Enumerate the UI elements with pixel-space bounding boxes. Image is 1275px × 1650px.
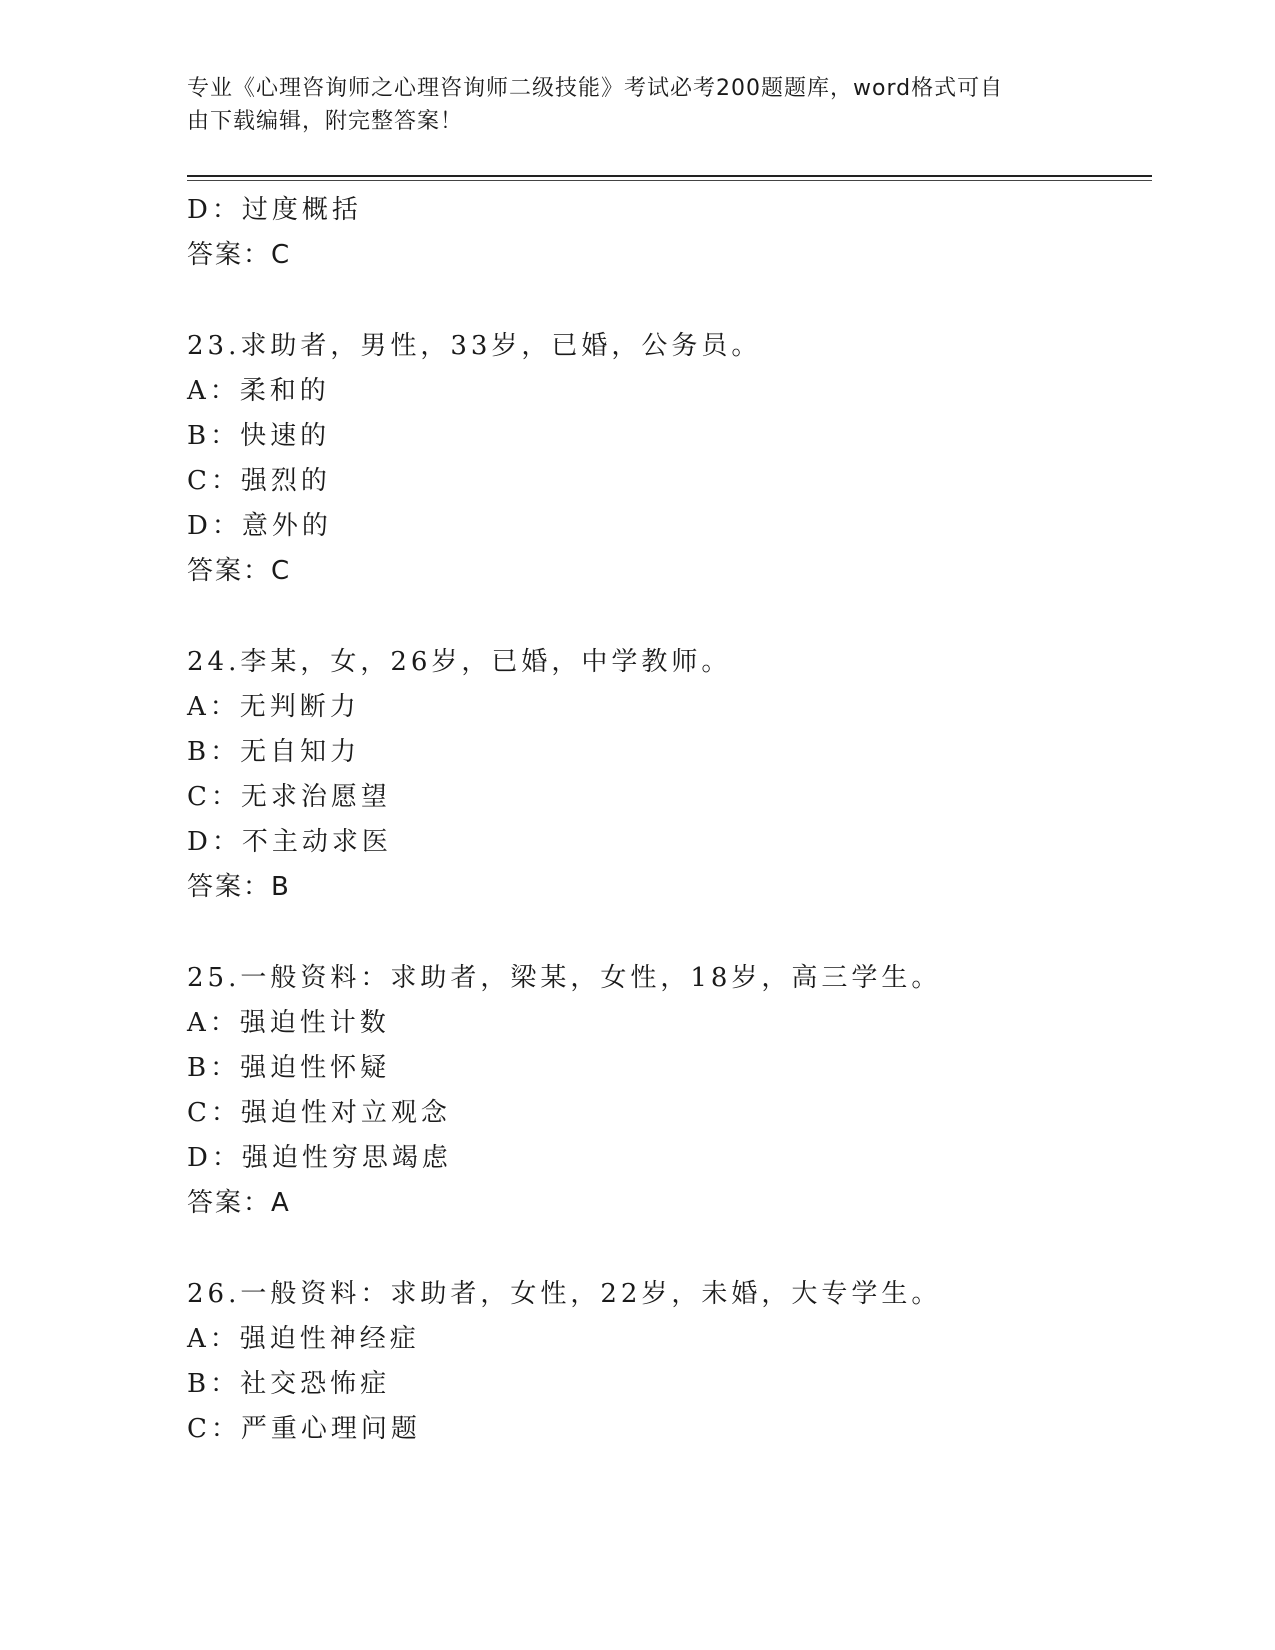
header-rule-thin [187, 180, 1152, 181]
option-b: B：社交恐怖症 [187, 1369, 391, 1399]
option-a: A：强迫性神经症 [187, 1324, 420, 1354]
option-c: C：强烈的 [187, 466, 331, 496]
option-a: A：强迫性计数 [187, 1008, 390, 1038]
option-d: D：过度概括 [187, 195, 362, 225]
question-stem: 23.求助者，男性，33岁，已婚，公务员。 [187, 331, 762, 361]
question-list [187, 188, 1152, 1452]
answer-line: 答案：B [187, 872, 291, 902]
option-d: D：不主动求医 [187, 827, 392, 857]
question-stem: 24.李某，女，26岁，已婚，中学教师。 [187, 647, 732, 677]
spacer [187, 278, 1152, 324]
option-a: A：柔和的 [187, 376, 330, 406]
answer-line: 答案：C [187, 556, 292, 586]
question-25 [187, 956, 1152, 1226]
option-b: B：强迫性怀疑 [187, 1053, 391, 1083]
spacer [187, 594, 1152, 640]
answer-line: 答案：C [187, 240, 292, 270]
option-b: B：快速的 [187, 421, 331, 451]
option-c: C：严重心理问题 [187, 1414, 421, 1444]
option-c: C：强迫性对立观念 [187, 1098, 451, 1128]
header-line-2: 由下载编辑，附完整答案！ [187, 109, 464, 134]
option-d: D：强迫性穷思竭虑 [187, 1143, 452, 1173]
option-a: A：无判断力 [187, 692, 360, 722]
question-24 [187, 640, 1152, 910]
document-header [187, 72, 1087, 138]
answer-line: 答案：A [187, 1188, 291, 1218]
question-stem: 26.一般资料：求助者，女性，22岁，未婚，大专学生。 [187, 1279, 942, 1309]
question-23 [187, 324, 1152, 594]
option-c: C：无求治愿望 [187, 782, 391, 812]
spacer [187, 1226, 1152, 1272]
spacer [187, 910, 1152, 956]
question-stem: 25.一般资料：求助者，梁某，女性，18岁，高三学生。 [187, 963, 942, 993]
header-line-1: 专业《心理咨询师之心理咨询师二级技能》考试必考200题题库，word格式可自 [187, 76, 1004, 101]
option-d: D：意外的 [187, 511, 332, 541]
header-rule-thick [187, 175, 1152, 177]
question-26 [187, 1272, 1152, 1452]
option-b: B：无自知力 [187, 737, 361, 767]
